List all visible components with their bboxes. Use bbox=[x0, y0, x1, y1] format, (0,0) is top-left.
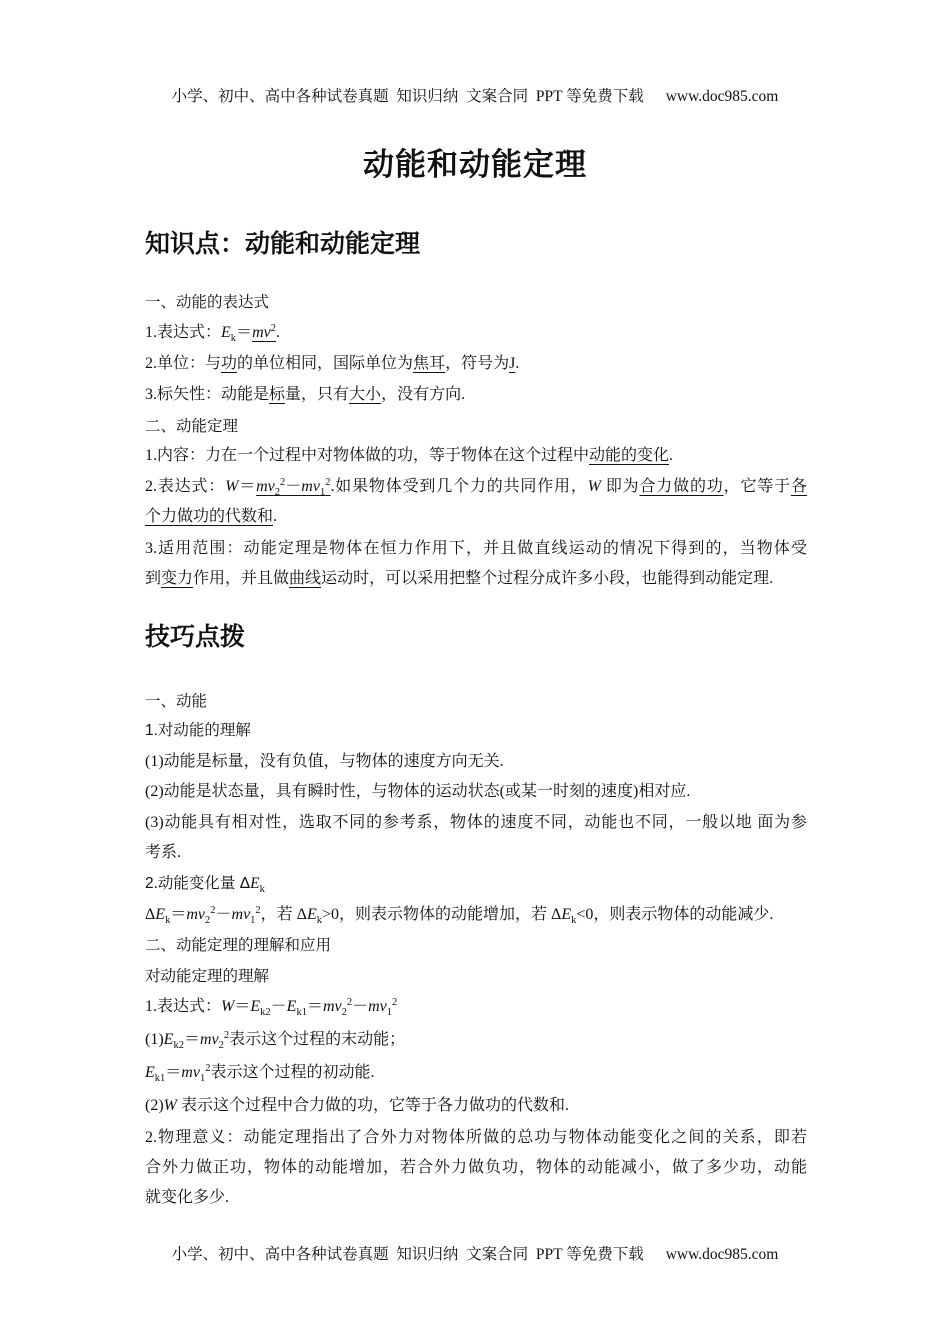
text-run: (2) bbox=[145, 1097, 164, 1114]
subscript: k1 bbox=[296, 1007, 307, 1018]
page-header bbox=[0, 85, 950, 109]
math-variable: mv bbox=[301, 478, 320, 495]
subscript: 2 bbox=[218, 1040, 224, 1051]
underlined-answer bbox=[413, 355, 445, 372]
text-run: 合力做的功 bbox=[639, 478, 724, 495]
text-run: 的单位相同，国际单位为 bbox=[237, 355, 414, 372]
superscript: 2 bbox=[210, 905, 216, 916]
subscript: 2 bbox=[205, 915, 211, 926]
subscript: 1 bbox=[199, 1073, 206, 1084]
theorem-expression bbox=[145, 992, 807, 1022]
text-run: 即为 bbox=[601, 478, 640, 495]
math-variable: E bbox=[163, 1031, 174, 1048]
page-footer bbox=[0, 1243, 950, 1267]
work-meaning bbox=[145, 1091, 807, 1121]
subheading-delta-ek bbox=[145, 869, 807, 899]
math-variable: W bbox=[221, 998, 235, 1015]
math-variable: E bbox=[155, 906, 166, 923]
subheading-kinetic-energy bbox=[145, 687, 807, 717]
subscript: 2 bbox=[274, 487, 281, 498]
header-site-url: www.doc985.com bbox=[665, 88, 779, 105]
text-run: 运动时，可以采用把整个过程分成许多小段，也能得到动能定理. bbox=[321, 570, 774, 587]
physical-meaning bbox=[145, 1123, 807, 1153]
text-run: 大小 bbox=[349, 386, 382, 403]
text-run: 对动能定理的理解 bbox=[145, 968, 270, 985]
text-run: 2.单位：与 bbox=[145, 355, 222, 372]
underlined-answer bbox=[145, 508, 273, 525]
text-run: 表示这个过程中合力做的功，它等于各力做功的代数和. bbox=[176, 1097, 569, 1114]
underlined-answer bbox=[289, 570, 321, 587]
math-variable: E bbox=[145, 1064, 155, 1081]
text-run: . bbox=[669, 447, 674, 464]
text-run: 焦耳 bbox=[413, 355, 446, 372]
superscript: 2 bbox=[392, 997, 398, 1008]
math-variable: mv bbox=[181, 1064, 200, 1081]
math-variable: mv bbox=[231, 906, 251, 923]
header-promo-text: 小学、初中、高中各种试卷真题 知识归纳 文案合同 PPT 等免费下载 bbox=[171, 88, 644, 105]
math-variable: mv bbox=[322, 998, 342, 1015]
text-run: － bbox=[215, 906, 232, 923]
text-run: 到 bbox=[145, 570, 162, 587]
math-variable: E bbox=[306, 906, 317, 923]
subscript: k bbox=[571, 915, 577, 926]
text-run: . bbox=[273, 508, 278, 525]
text-run: ，符号为 bbox=[445, 355, 510, 372]
superscript: 2 bbox=[223, 1030, 230, 1041]
item-unit bbox=[145, 349, 807, 379]
text-run: ＝ bbox=[234, 998, 251, 1015]
underlined-answer bbox=[252, 324, 276, 341]
underlined-answer bbox=[589, 447, 669, 464]
item-scalar-vector bbox=[145, 380, 807, 410]
text-run: ，若 Δ bbox=[260, 906, 307, 923]
text-run: J bbox=[509, 355, 516, 372]
subscript: 1 bbox=[386, 1007, 393, 1018]
point-2 bbox=[145, 777, 807, 807]
text-run: >0，则表示物体的动能增加，若 Δ bbox=[322, 906, 562, 923]
underlined-answer bbox=[161, 570, 193, 587]
underlined-answer bbox=[639, 478, 723, 495]
subscript: 2 bbox=[341, 1007, 347, 1018]
text-run: 一、动能 bbox=[145, 693, 208, 710]
text-run: 各 bbox=[790, 478, 807, 495]
text-run: .如果物体受到几个力的共同作用， bbox=[330, 478, 588, 495]
point-3-cont bbox=[145, 838, 807, 868]
superscript: 2 bbox=[270, 323, 276, 334]
delta-ek-formula bbox=[145, 900, 807, 930]
math-variable: mv bbox=[252, 324, 271, 341]
subheading-theorem bbox=[145, 412, 807, 442]
item-theorem-expression-cont bbox=[145, 502, 807, 532]
text-run: 表示这个过程的初动能. bbox=[210, 1064, 375, 1081]
text-run: 变力 bbox=[161, 570, 194, 587]
text-run: ＝ bbox=[170, 906, 187, 923]
underlined-answer bbox=[349, 386, 381, 403]
subscript: 1 bbox=[319, 487, 326, 498]
underlined-answer bbox=[269, 386, 285, 403]
underlined-answer bbox=[256, 477, 331, 498]
text-run: 一、动能的表达式 bbox=[145, 294, 270, 311]
subscript: k bbox=[230, 333, 237, 344]
text-run: 量，只有 bbox=[285, 386, 350, 403]
text-run: ＝ bbox=[183, 1031, 200, 1048]
physical-meaning-cont-1 bbox=[145, 1153, 807, 1183]
math-variable: mv bbox=[199, 1031, 219, 1048]
text-run: . bbox=[275, 324, 280, 341]
text-run: 作用，并且做 bbox=[193, 570, 290, 587]
item-content bbox=[145, 441, 807, 471]
text-run: 1.对动能的理解 bbox=[145, 722, 251, 739]
text-run: － bbox=[285, 478, 302, 495]
superscript: 2 bbox=[280, 477, 286, 488]
section-heading-knowledge: 知识点：动能和动能定理 bbox=[145, 230, 421, 258]
subscript: k2 bbox=[260, 1007, 271, 1018]
text-run: (3)动能具有相对性，选取不同的参考系，物体的速度不同，动能也不同，一般以地 面为参 bbox=[145, 814, 807, 831]
text-run: 2.表达式： bbox=[145, 478, 226, 495]
text-run: 1.表达式： bbox=[145, 324, 222, 341]
final-kinetic-energy bbox=[145, 1025, 807, 1055]
math-variable: E bbox=[221, 324, 231, 341]
text-run: 个力做功的代数和 bbox=[145, 508, 274, 525]
math-variable: mv bbox=[186, 906, 205, 923]
subheading-kinetic-energy-expression bbox=[145, 288, 807, 318]
text-run: 1.内容：力在一个过程中对物体做的功，等于物体在这个过程中 bbox=[145, 447, 590, 464]
subscript: k bbox=[259, 884, 265, 895]
text-run: 1.表达式： bbox=[145, 998, 222, 1015]
subscript: k2 bbox=[173, 1040, 184, 1051]
text-run: 二、动能定理的理解和应用 bbox=[145, 937, 332, 954]
superscript: 2 bbox=[325, 477, 331, 488]
text-run: 动能的变化 bbox=[589, 447, 670, 464]
subscript: 1 bbox=[250, 915, 256, 926]
text-run: ，它等于 bbox=[723, 478, 791, 495]
text-run: Δ bbox=[145, 906, 156, 923]
text-run: 就变化多少. bbox=[145, 1189, 230, 1206]
subheading-theorem-application bbox=[145, 931, 807, 961]
text-run: － bbox=[270, 998, 287, 1015]
underlined-answer bbox=[221, 355, 237, 372]
point-1 bbox=[145, 747, 807, 777]
math-variable: W bbox=[587, 478, 601, 495]
text-run: 2.动能变化量 Δ bbox=[145, 875, 251, 892]
superscript: 2 bbox=[205, 1063, 211, 1074]
text-run: 2.物理意义：动能定理指出了合外力对物体所做的总功与物体动能变化之间的关系，即若 bbox=[145, 1129, 807, 1146]
underlined-answer bbox=[791, 478, 807, 495]
text-run: <0，则表示物体的动能减少. bbox=[576, 906, 774, 923]
text-run: ＝ bbox=[236, 324, 253, 341]
text-run: 标 bbox=[269, 386, 286, 403]
math-variable: W bbox=[225, 478, 239, 495]
math-variable: W bbox=[163, 1097, 177, 1114]
text-run: 二、动能定理 bbox=[145, 418, 239, 435]
document-title: 动能和动能定理 bbox=[363, 147, 587, 182]
math-variable: E bbox=[561, 906, 572, 923]
text-run: ＝ bbox=[165, 1064, 182, 1081]
item-expression bbox=[145, 318, 807, 348]
text-run: . bbox=[515, 355, 520, 372]
subscript: k1 bbox=[154, 1073, 166, 1084]
footer-site-url: www.doc985.com bbox=[665, 1246, 779, 1263]
text-run: 考系. bbox=[145, 844, 182, 861]
text-run: 表示这个过程的末动能； bbox=[229, 1031, 406, 1048]
text-run: ，没有方向. bbox=[381, 386, 466, 403]
superscript: 2 bbox=[346, 997, 353, 1008]
item-scope-cont bbox=[145, 564, 807, 594]
text-run: 3.适用范围：动能定理是物体在恒力作用下，并且做直线运动的情况下得到的，当物体受 bbox=[145, 540, 807, 557]
text-run: ＝ bbox=[238, 478, 257, 495]
text-run: 3.标矢性：动能是 bbox=[145, 386, 270, 403]
text-run: (2)动能是状态量，具有瞬时性，与物体的运动状态(或某一时刻的速度)相对应. bbox=[145, 783, 691, 800]
text-run: 功 bbox=[221, 355, 238, 372]
text-run: (1)动能是标量，没有负值，与物体的速度方向无关. bbox=[145, 753, 504, 770]
math-variable: mv bbox=[256, 478, 275, 495]
subheading-theorem-understanding bbox=[145, 962, 807, 992]
math-variable: E bbox=[286, 998, 297, 1015]
superscript: 2 bbox=[255, 905, 261, 916]
point-3 bbox=[145, 808, 807, 838]
text-run: ＝ bbox=[306, 998, 323, 1015]
initial-kinetic-energy bbox=[145, 1058, 807, 1088]
text-run: 曲线 bbox=[289, 570, 322, 587]
subscript: k bbox=[316, 915, 322, 926]
item-theorem-expression bbox=[145, 472, 807, 502]
text-run: － bbox=[352, 998, 369, 1015]
subscript: k bbox=[165, 915, 171, 926]
math-variable: E bbox=[250, 998, 261, 1015]
subheading-understanding bbox=[145, 716, 807, 746]
section-heading-tips: 技巧点拨 bbox=[145, 623, 246, 651]
item-scope bbox=[145, 534, 807, 564]
text-run: (1) bbox=[145, 1031, 164, 1048]
footer-promo-text: 小学、初中、高中各种试卷真题 知识归纳 文案合同 PPT 等免费下载 bbox=[171, 1246, 644, 1263]
math-variable: E bbox=[250, 875, 260, 892]
physical-meaning-cont-2 bbox=[145, 1183, 807, 1213]
math-variable: mv bbox=[368, 998, 387, 1015]
text-run: 合外力做正功，物体的动能增加，若合外力做负功，物体的动能减小，做了多少功，动能 bbox=[145, 1159, 807, 1176]
